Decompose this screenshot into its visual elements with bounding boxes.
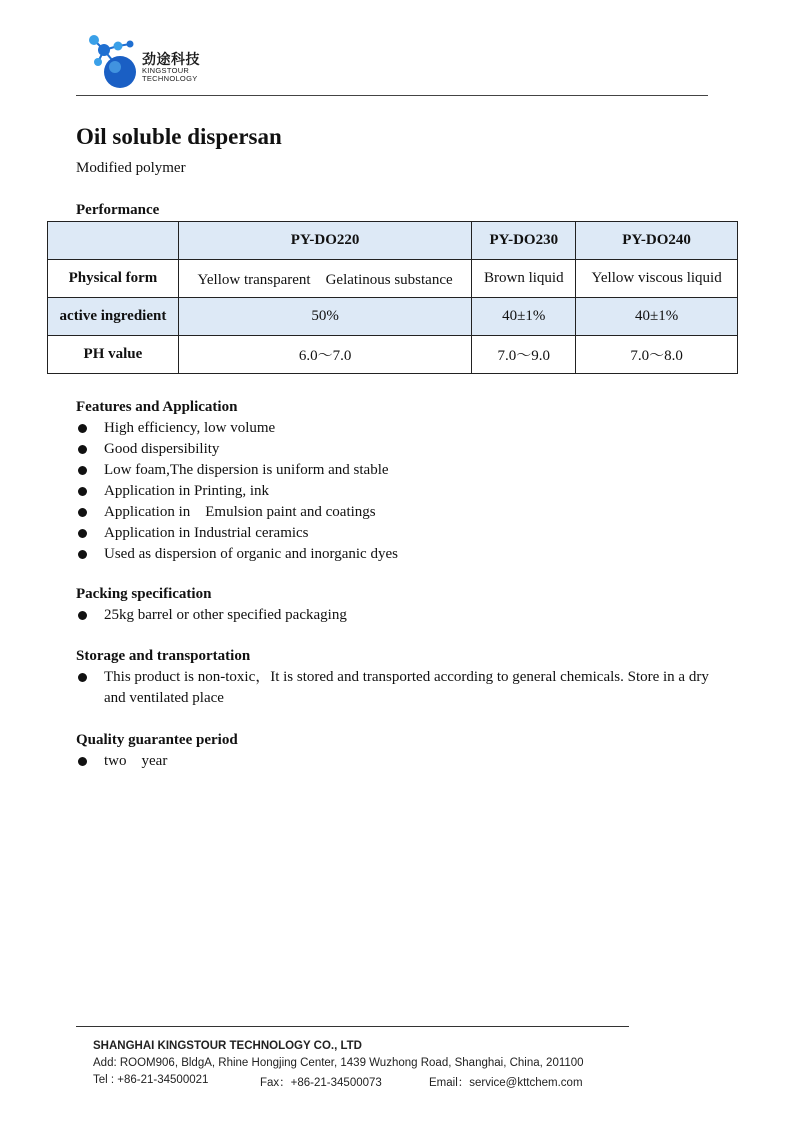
- footer-tel: Tel : +86-21-34500021: [93, 1074, 209, 1086]
- logo-english-line2: TECHNOLOGY: [142, 74, 198, 83]
- table-row: [48, 260, 738, 298]
- list-item: two year: [76, 751, 238, 772]
- packing-list: [76, 605, 347, 626]
- list-item: This product is non-toxic，It is stored and transported according to general chemicals. Store in a dry and ventilated place: [76, 667, 726, 709]
- table-cell: 40±1%: [576, 298, 738, 336]
- table-row-label: Physical form: [48, 260, 179, 298]
- list-item: Good dispersibility: [76, 439, 398, 460]
- footer-fax: Fax：+86-21-34500073: [260, 1077, 382, 1089]
- table-header-cell: PY-DO230: [472, 222, 576, 260]
- table-header-row: [48, 222, 738, 260]
- list-item: Used as dispersion of organic and inorganic dyes: [76, 544, 398, 565]
- logo-chinese-name: 劲途科技: [142, 52, 200, 68]
- quality-heading: Quality guarantee period: [76, 732, 238, 748]
- header-divider: [76, 95, 708, 96]
- list-item: Low foam,The dispersion is uniform and stable: [76, 460, 398, 481]
- company-logo: [82, 32, 222, 92]
- storage-heading: Storage and transportation: [76, 648, 251, 664]
- table-row: [48, 336, 738, 374]
- footer-company: SHANGHAI KINGSTOUR TECHNOLOGY CO., LTD: [93, 1040, 362, 1052]
- table-cell: Yellow transparent Gelatinous substance: [178, 260, 472, 298]
- quality-section: [76, 730, 238, 772]
- table-header-cell: PY-DO240: [576, 222, 738, 260]
- list-item: Application in Printing, ink: [76, 481, 398, 502]
- footer-address: Add: ROOM906, BldgA, Rhine Hongjing Center, 1439 Wuzhong Road, Shanghai, China, 201100: [93, 1057, 584, 1069]
- packing-section: [76, 584, 347, 626]
- page-subtitle: Modified polymer: [76, 160, 186, 176]
- features-heading: Features and Application: [76, 399, 238, 415]
- quality-list: [76, 751, 238, 772]
- table-header-cell: [48, 222, 179, 260]
- list-item: Application in Industrial ceramics: [76, 523, 398, 544]
- footer-divider: [76, 1026, 629, 1027]
- storage-list: [76, 667, 726, 709]
- list-item: Application in Emulsion paint and coatings: [76, 502, 398, 523]
- features-list: [76, 418, 398, 565]
- features-section: [76, 397, 398, 565]
- packing-heading: Packing specification: [76, 586, 212, 602]
- table-header-cell: PY-DO220: [178, 222, 472, 260]
- table-cell: Brown liquid: [472, 260, 576, 298]
- table-row-label: PH value: [48, 336, 179, 374]
- molecule-logo-icon: [82, 32, 142, 92]
- table-cell: 7.0～8.0: [576, 336, 738, 374]
- storage-section: [76, 646, 726, 709]
- footer-email: Email：service@kttchem.com: [429, 1077, 583, 1089]
- table-row: [48, 298, 738, 336]
- table-cell: 50%: [178, 298, 472, 336]
- page-title: Oil soluble dispersan: [76, 124, 282, 149]
- table-cell: 7.0～9.0: [472, 336, 576, 374]
- list-item: High efficiency, low volume: [76, 418, 398, 439]
- performance-table: [47, 221, 738, 374]
- logo-english-line1: KINGSTOUR: [142, 66, 190, 75]
- table-cell: 40±1%: [472, 298, 576, 336]
- list-item: 25kg barrel or other specified packaging: [76, 605, 347, 626]
- table-cell: 6.0～7.0: [178, 336, 472, 374]
- performance-heading: Performance: [76, 202, 160, 218]
- table-cell: Yellow viscous liquid: [576, 260, 738, 298]
- table-row-label: active ingredient: [48, 298, 179, 336]
- footer-contact: [93, 1074, 653, 1090]
